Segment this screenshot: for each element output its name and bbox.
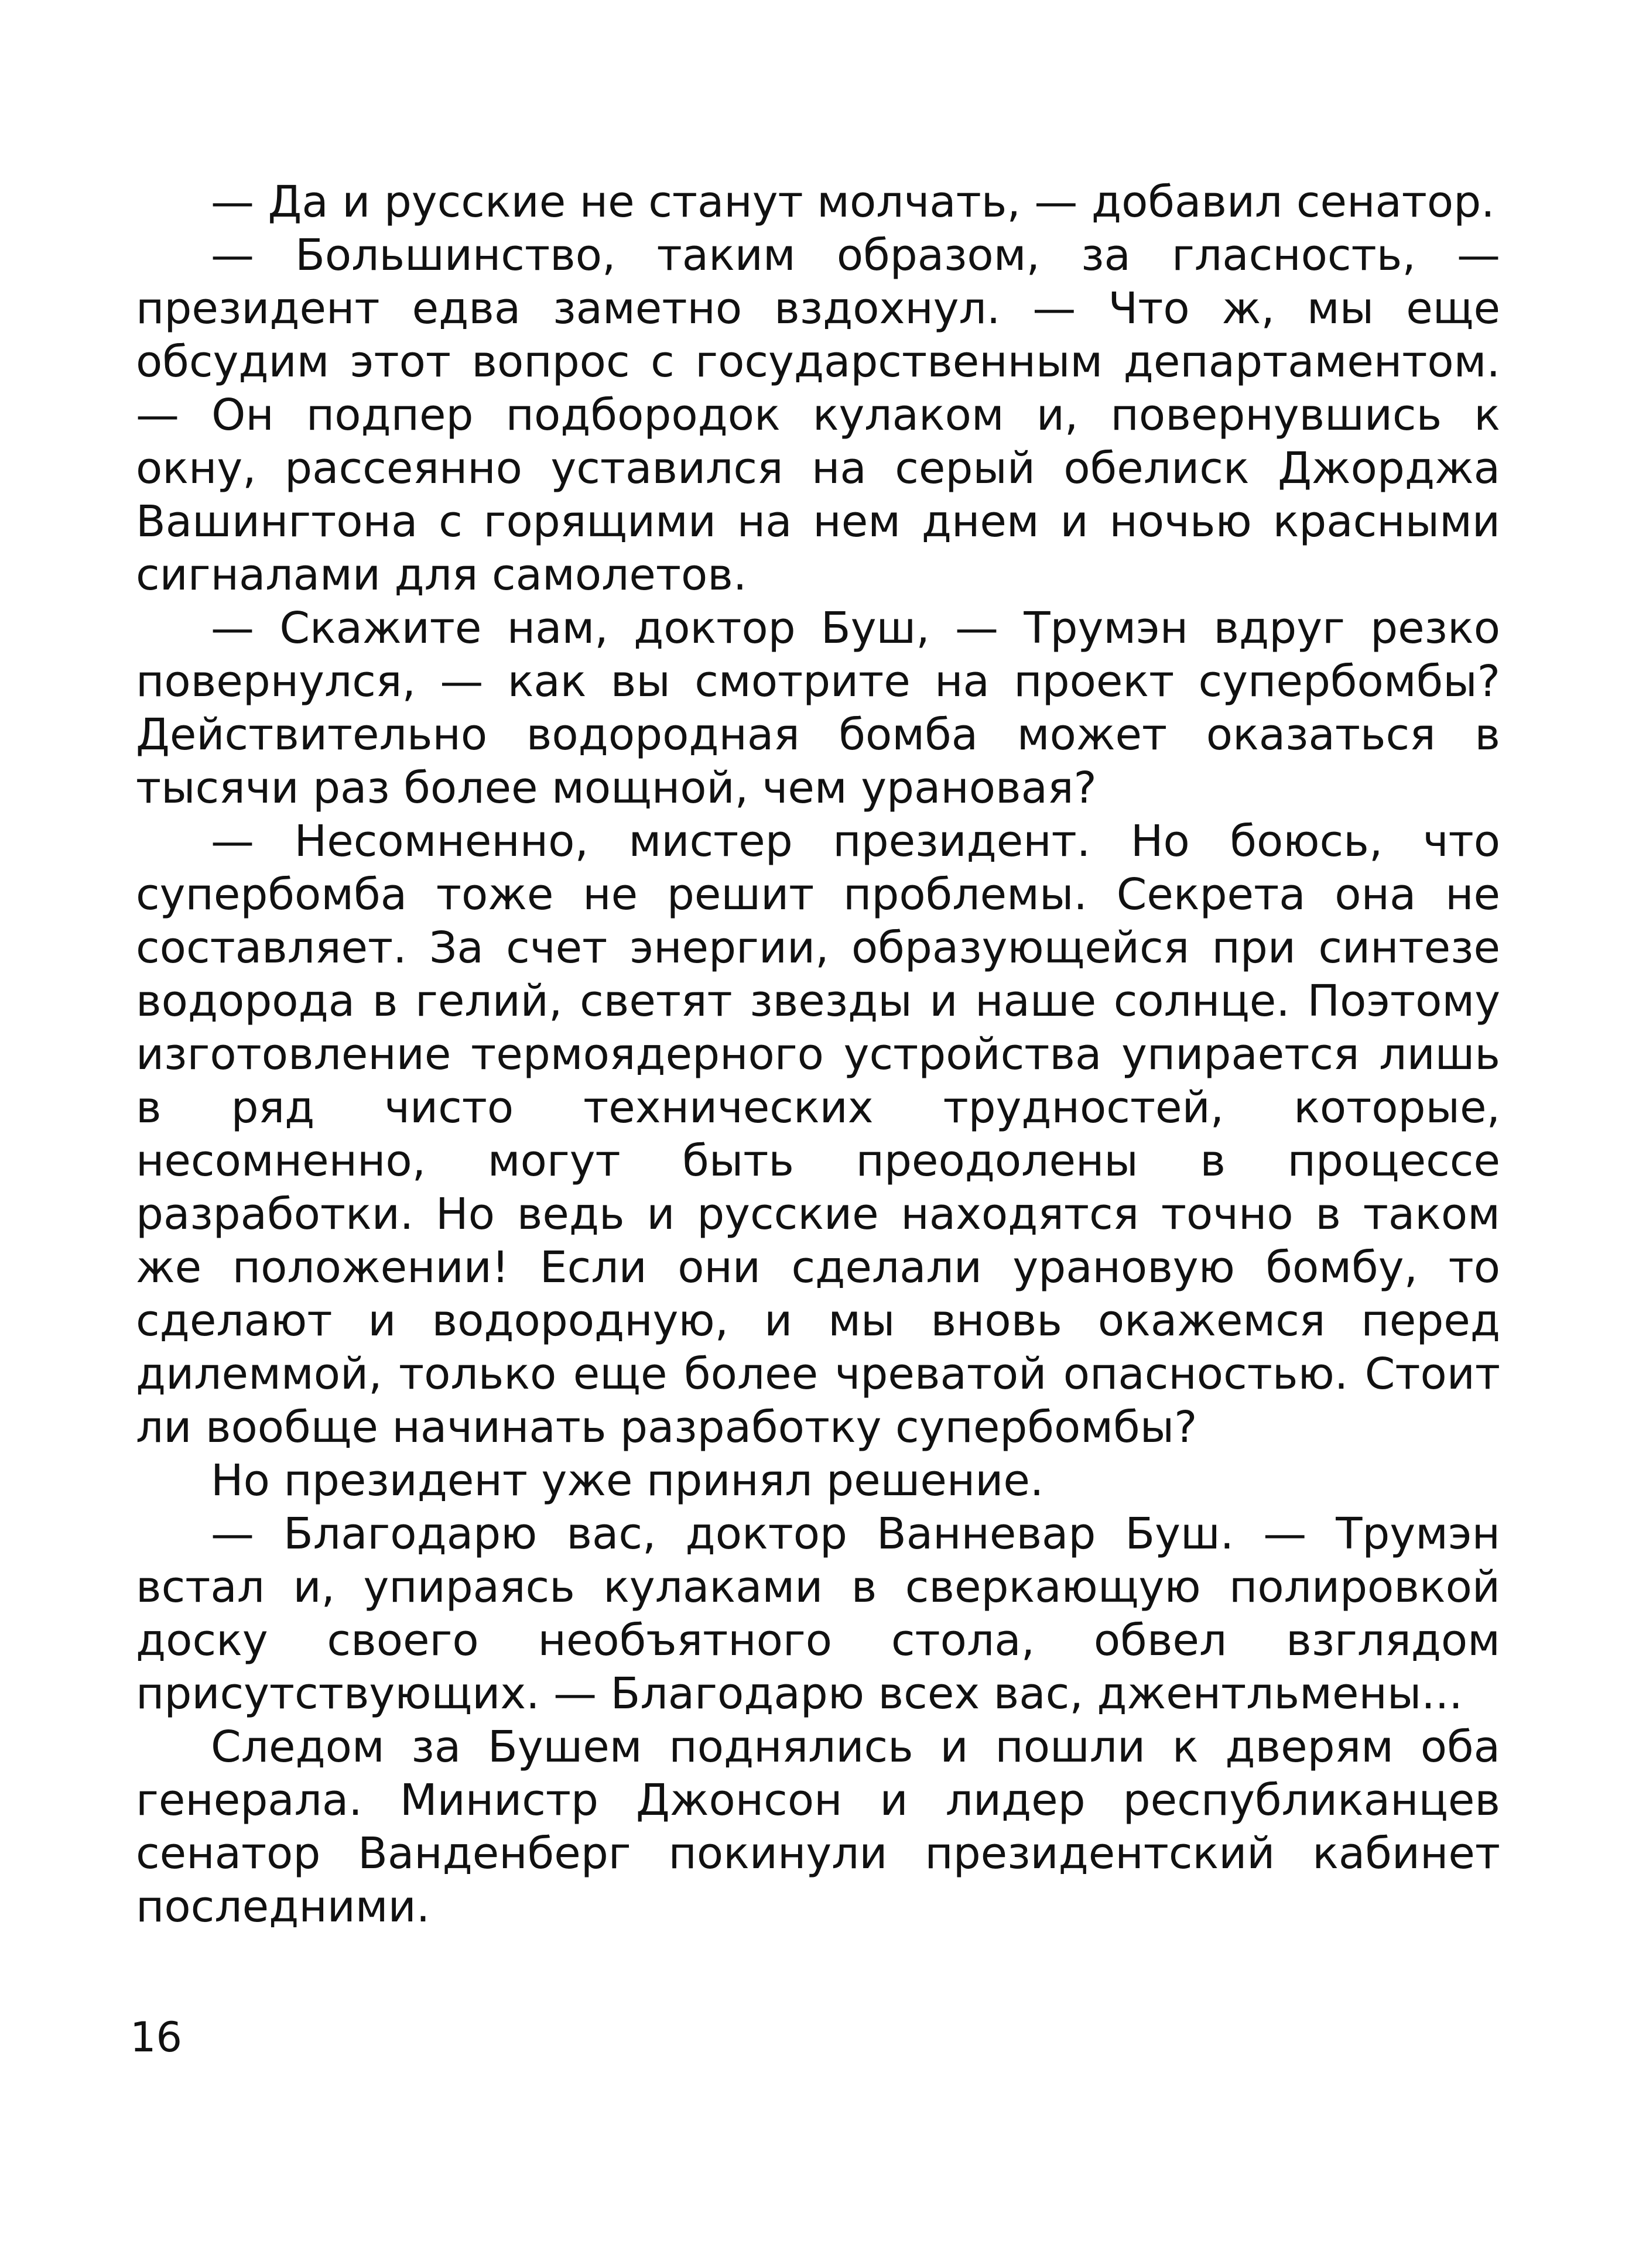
paragraph-3: — Скажите нам, доктор Буш, — Трумэн вдруг резко повернулся, — как вы смотрите на проект супербомбы? Действительно водородная бомба может оказаться в тысячи раз более мощной, чем урановая? [136,603,1500,813]
body-text [136,176,1500,1934]
paragraph-2: — Большинство, таким образом, за гласность, — президент едва заметно вздохнул. — Что ж, мы еще обсудим этот вопрос с государственным департаментом. — Он подпер подбородок кулаком и, повернувшись к окну, рассеянно уставился на серый обелиск Джорджа Вашингтона с горящими на нем днем и ночью красными сигналами для самолетов. [136,230,1500,600]
page-number: 16 [130,2013,183,2061]
paragraph-6: — Благодарю вас, доктор Ванневар Буш. — Трумэн встал и, упираясь кулаками в сверкающую полировкой доску своего необъятного стола, обвел взглядом присутствующих. — Благодарю всех вас, джентльмены... [136,1509,1500,1719]
paragraph-7: Следом за Бушем поднялись и пошли к дверям оба генерала. Министр Джонсон и лидер республиканцев сенатор Ванденберг покинули президентский кабинет последними. [136,1722,1500,1932]
paragraph-5: Но президент уже принял решение. [211,1455,1044,1506]
paragraph-4: — Несомненно, мистер президент. Но боюсь, что супербомба тоже не решит проблемы. Секрета она не составляет. За счет энергии, образующейся при синтезе водорода в гелий, светят звезды и наше солнце. Поэтому изготовление термоядерного устройства упирается лишь в ряд чисто технических трудностей, которые, несомненно, могут быть преодолены в процессе разработки. Но ведь и русские находятся точно в таком же положении! Если они сделали урановую бомбу, то сделают и водородную, и мы вновь окажемся перед дилеммой, только еще более чреватой опасностью. Стоит ли вообще начинать разработку супербомбы? [136,816,1500,1452]
paragraph-1: — Да и русские не станут молчать, — добавил сенатор. [211,177,1495,227]
